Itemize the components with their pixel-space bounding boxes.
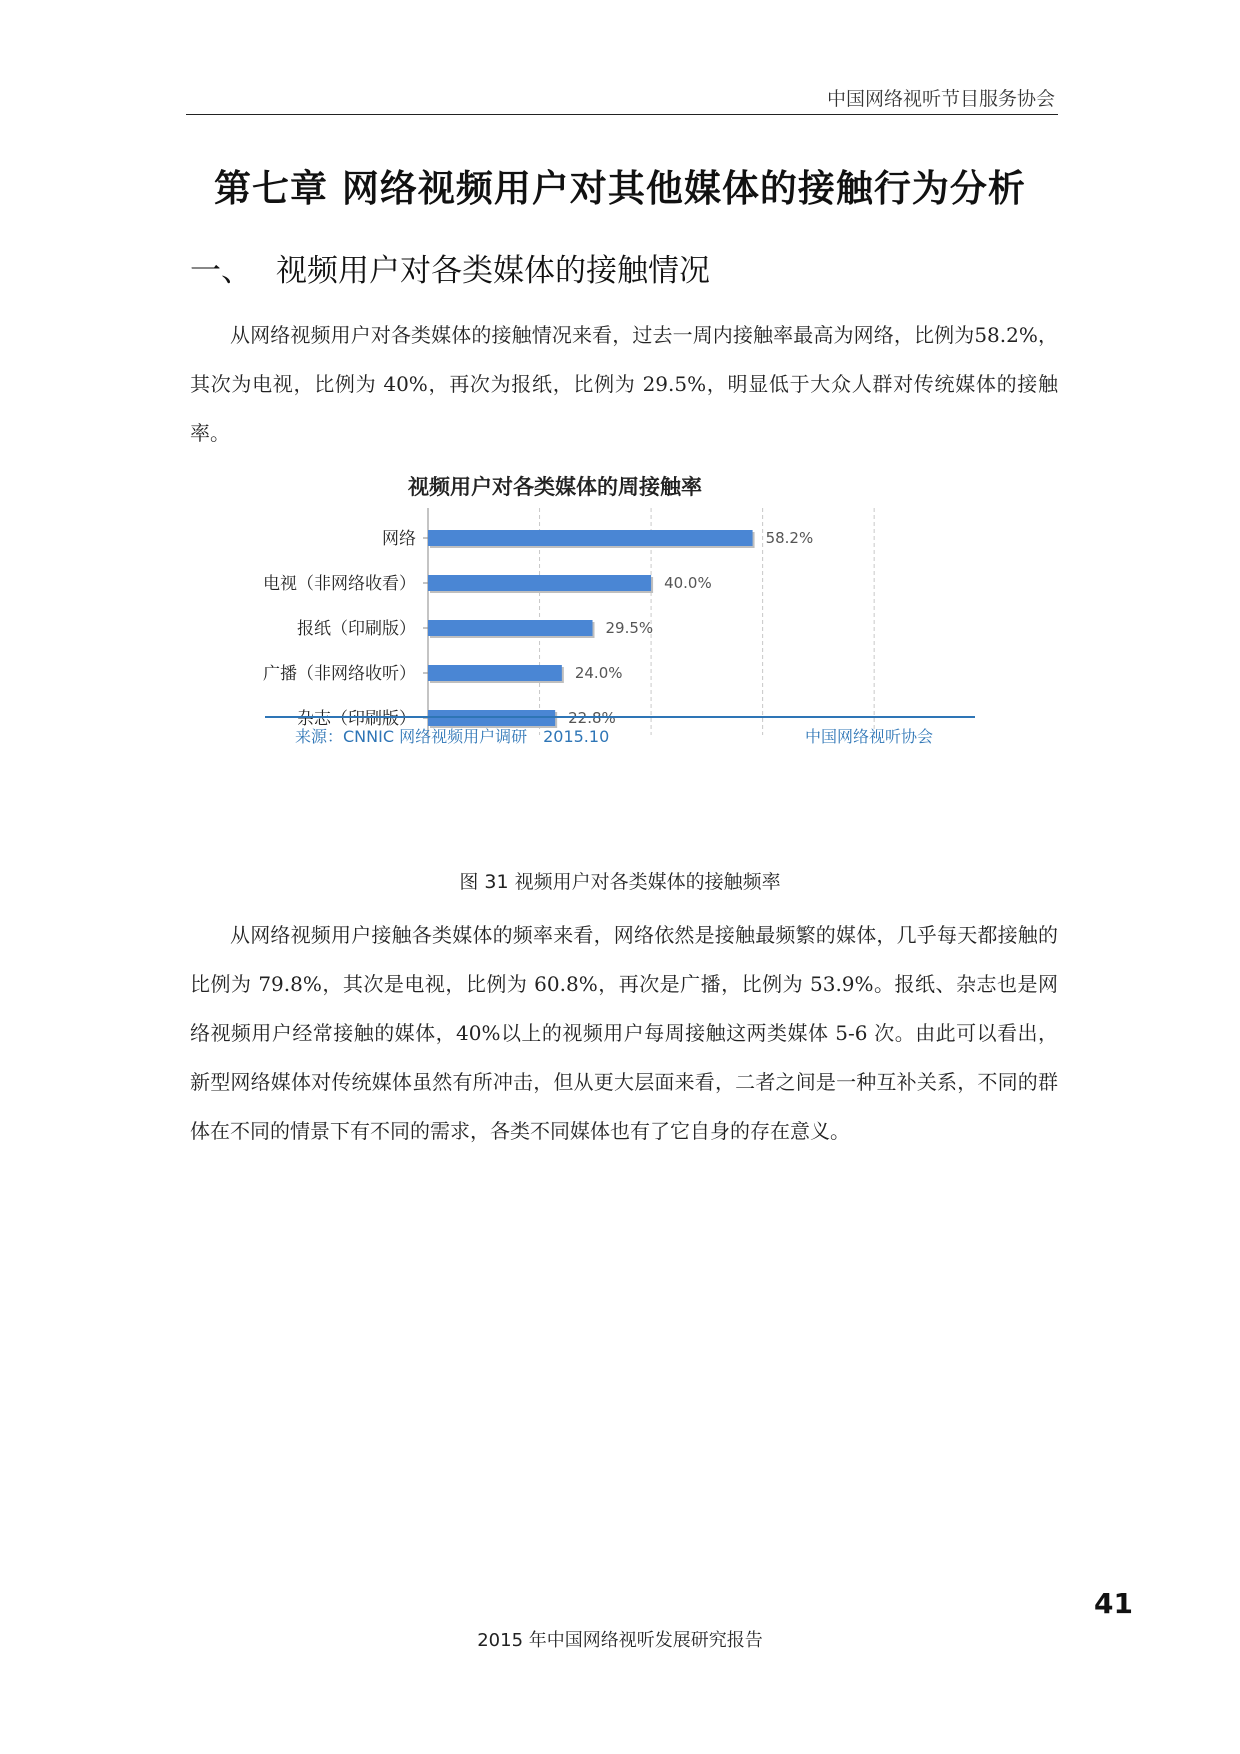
data-label: 22.8%	[568, 709, 616, 727]
running-header: 中国网络视听节目服务协会	[826, 88, 1055, 110]
bar	[428, 530, 753, 546]
data-label: 24.0%	[574, 664, 623, 682]
paragraph-1: 从网络视频用户对各类媒体的接触情况来看，过去一周内接触率最高为网络，比例为58.2%，其次为电视，比例为 40%，再次为报纸，比例为 29.5%，明显低于大众人群对传统媒体的接触率。	[190, 323, 1058, 445]
data-label: 29.5%	[605, 619, 654, 637]
bar-chart	[230, 460, 1010, 780]
section-title: 视频用户对各类媒体的接触情况	[276, 253, 710, 289]
figure-caption: 图 31 视频用户对各类媒体的接触频率	[459, 871, 781, 893]
category-label: 报纸（印刷版）	[297, 619, 416, 639]
bar	[428, 575, 651, 591]
chart-org: 中国网络视听协会	[805, 727, 934, 746]
paragraph-2: 从网络视频用户接触各类媒体的频率来看，网络依然是接触最频繁的媒体，几乎每天都接触的比例为 79.8%，其次是电视，比例为 60.8%，再次是广播，比例为 53.9%。报纸、杂志也是网络视频用户经常接触的媒体，40%以上的视频用户每周接触这两类媒体 5-6 次。由此可以看出，新型网络媒体对传统媒体虽然有所冲击，但从更大层面来看，二者之间是一种互补关系，不同的群体在不同的情景下有不同的需求，各类不同媒体也有了它自身的存在意义。	[190, 923, 1058, 1143]
bar	[428, 665, 562, 681]
page-footer: 2015 年中国网络视听发展研究报告	[477, 1630, 763, 1651]
section-number: 一、	[190, 253, 252, 289]
header-divider	[186, 114, 1058, 115]
chart-source: 来源：CNNIC 网络视频用户调研 2015.10	[295, 727, 610, 746]
data-label: 58.2%	[765, 529, 814, 547]
section-heading	[190, 245, 710, 290]
chart-title: 视频用户对各类媒体的周接触率	[408, 475, 702, 499]
bar	[428, 620, 593, 636]
category-label: 杂志（印刷版）	[297, 709, 416, 729]
data-label: 40.0%	[664, 574, 712, 592]
category-label: 电视（非网络收看）	[263, 574, 416, 594]
category-label: 网络	[382, 529, 416, 549]
category-label: 广播（非网络收听）	[263, 664, 416, 684]
page-number: 41	[1094, 1587, 1133, 1620]
chapter-title: 第七章 网络视频用户对其他媒体的接触行为分析	[214, 167, 1026, 210]
